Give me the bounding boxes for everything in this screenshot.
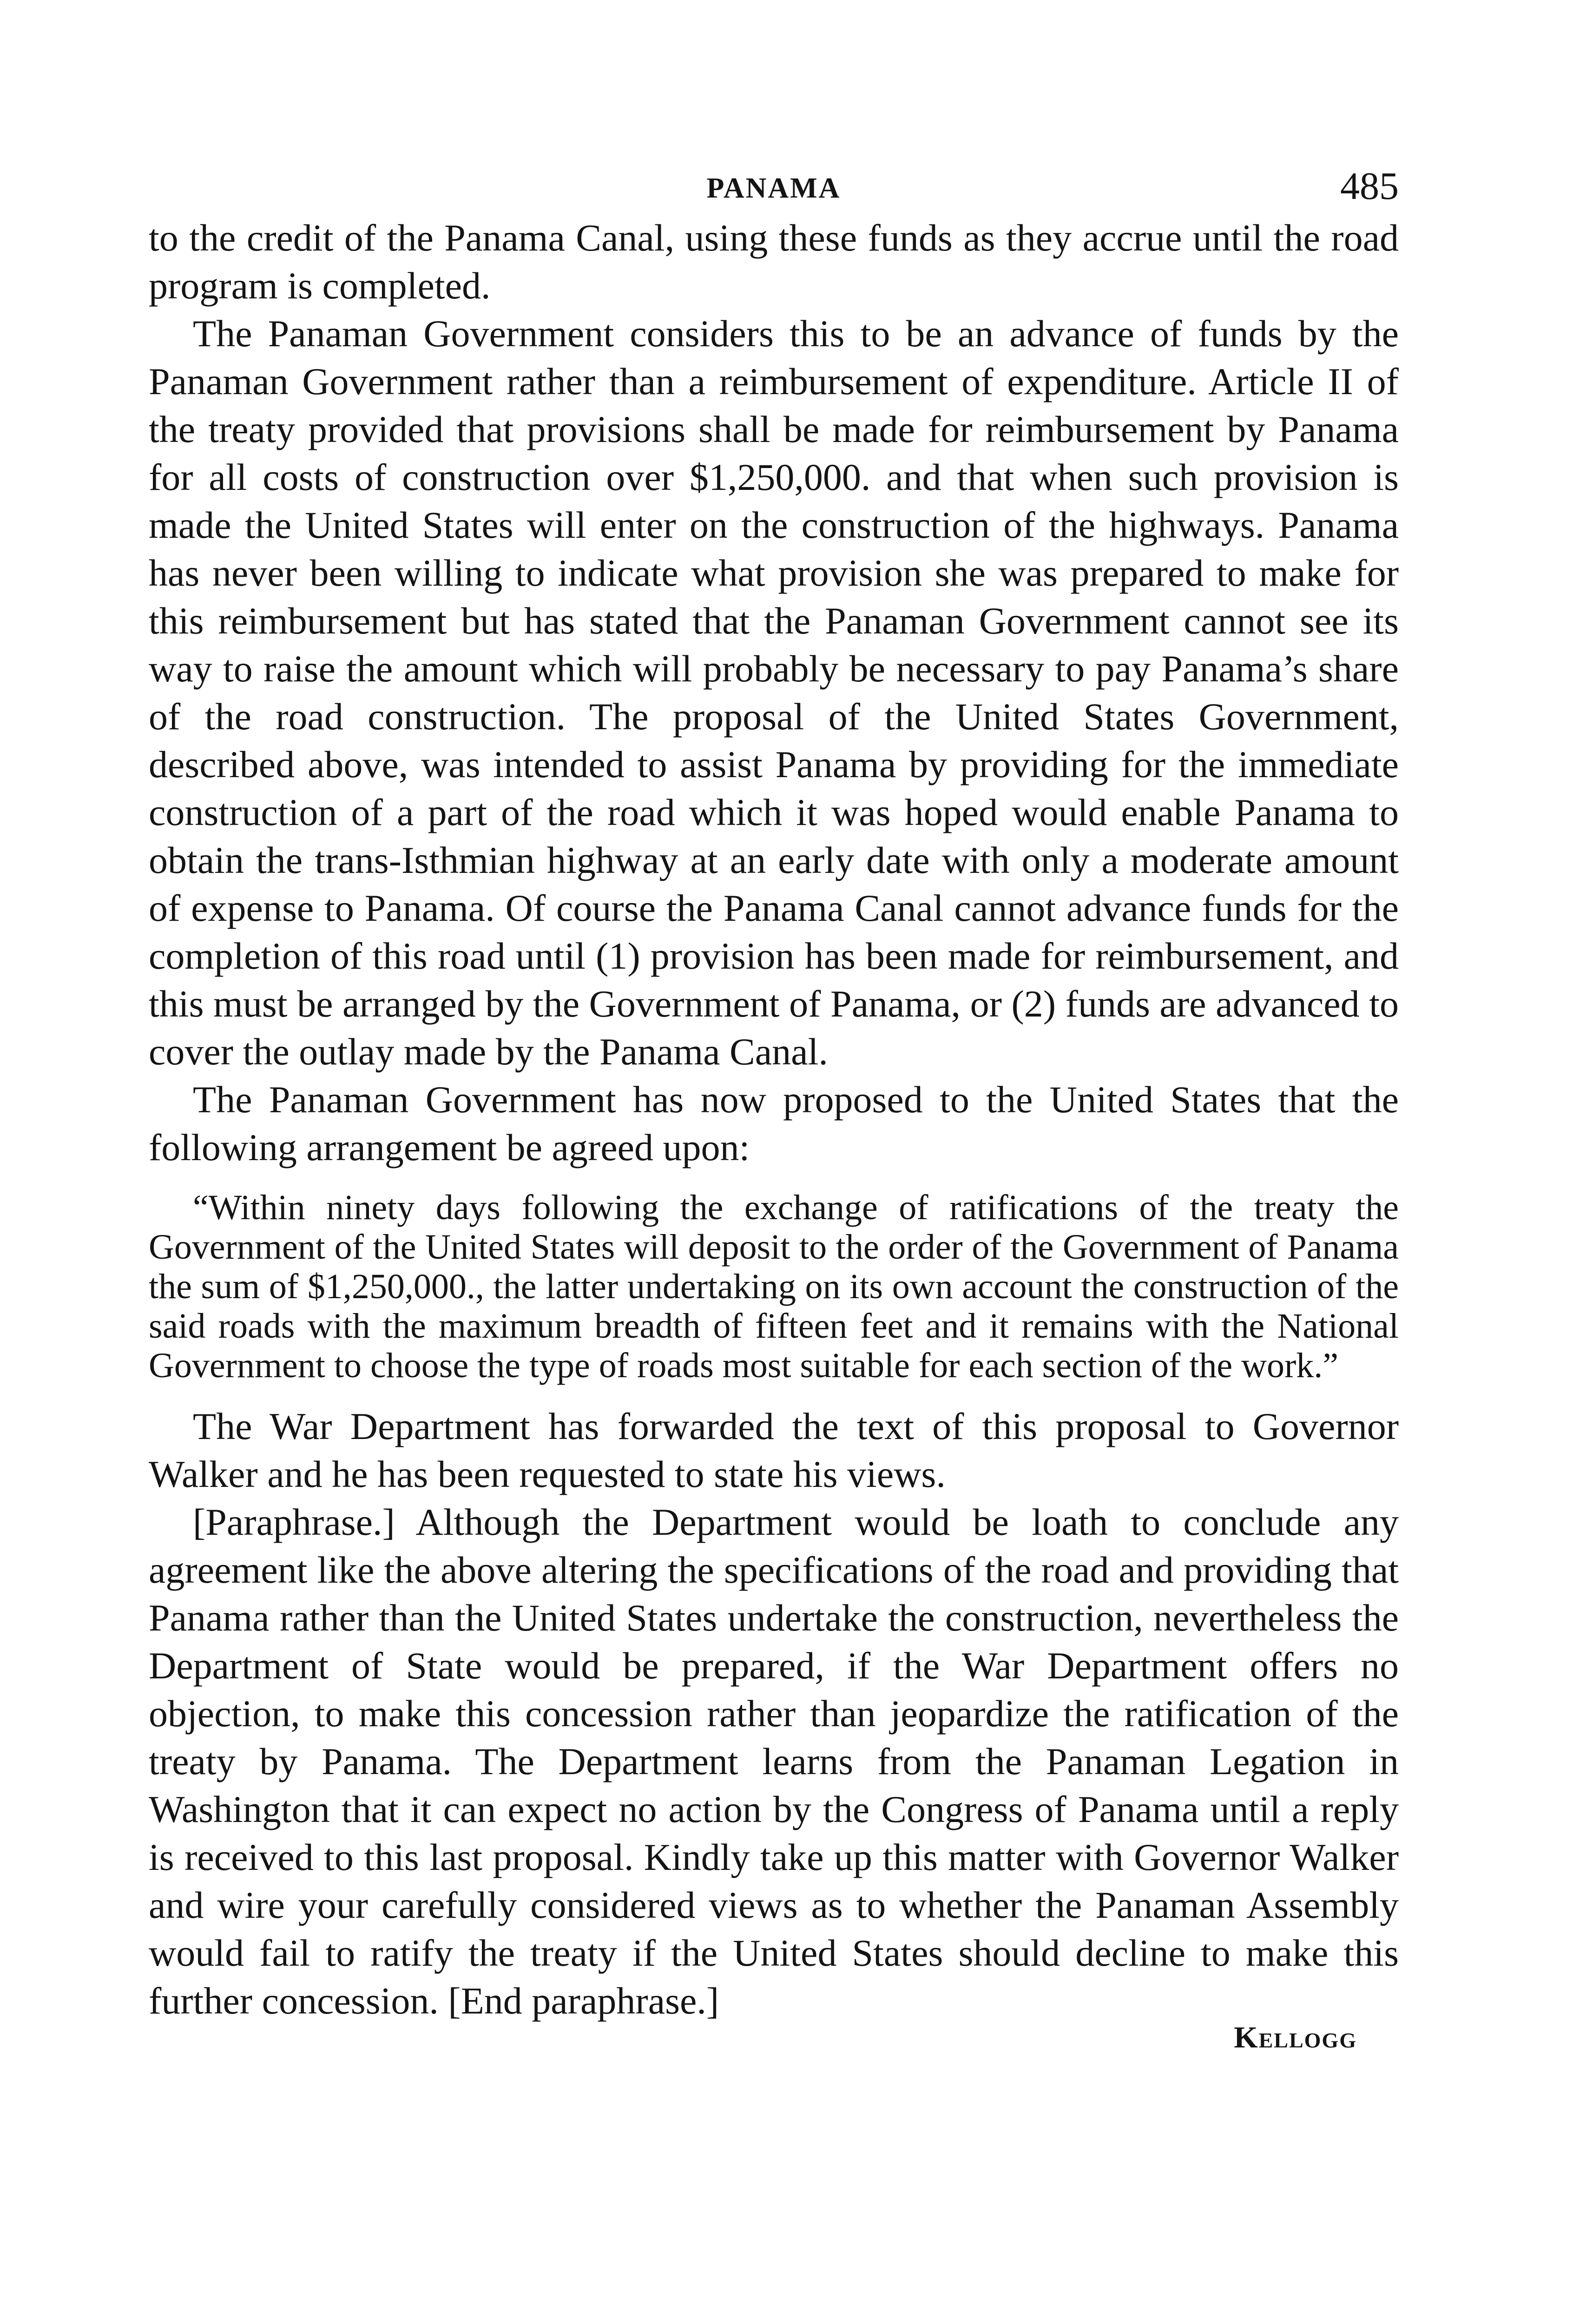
- paragraph-advance-of-funds: The Panaman Government considers this to be an advance of funds by the Panaman Government rather than a reimbursement of expenditure. Article II of the treaty provided that provisions shall be made for reimbursement by Panama for all costs of construction over $1,250,000. and that when such provision is made the United States will enter on the construction of the highways. Panama has never been willing to indicate what provision she was prepared to make for this reimbursement but has stated that the Panaman Government cannot see its way to raise the amount which will probably be necessary to pay Panama’s share of the road construction. The proposal of the United States Government, described above, was intended to assist Panama by providing for the immediate construction of a part of the road which it was hoped would enable Panama to obtain the trans-Isthmian highway at an early date with only a moderate amount of expense to Panama. Of course the Panama Canal cannot advance funds for the completion of this road until (1) provision has been made for reimbursement, and this must be arranged by the Government of Panama, or (2) funds are advanced to cover the outlay made by the Panama Canal.: [149, 312, 1399, 1073]
- paragraph-proposed-arrangement: The Panaman Government has now proposed to the United States that the following arrangement be agreed upon:: [149, 1078, 1399, 1169]
- paragraph-continuation: to the credit of the Panama Canal, using these funds as they accrue until the road program is completed.: [149, 217, 1399, 307]
- quoted-proposal: “Within ninety days following the exchange of ratifications of the treaty the Government of the United States will deposit to the order of the Government of Panama the sum of $1,250,000., the latter undertaking on its own account the construction of the said roads with the maximum breadth of fifteen feet and it remains with the National Government to choose the type of roads most suitable for each section of the work.”: [149, 1188, 1399, 1385]
- running-head-title: PANAMA: [706, 172, 841, 204]
- signature-kellogg: Kellogg: [1234, 2020, 1357, 2054]
- paragraph-war-department: The War Department has forwarded the text of this proposal to Governor Walker and he has been requested to state his views.: [149, 1405, 1399, 1495]
- running-head: [149, 167, 1399, 214]
- paragraph-paraphrase: [Paraphrase.] Although the Department would be loath to conclude any agreement like the above altering the specifications of the road and providing that Panama rather than the United States undertake the construction, nevertheless the Department of State would be prepared, if the War Department offers no objection, to make this concession rather than jeopardize the ratification of the treaty by Panama. The Department learns from the Panaman Legation in Washington that it can expect no action by the Congress of Panama until a reply is received to this last proposal. Kindly take up this matter with Governor Walker and wire your carefully considered views as to whether the Panaman Assembly would fail to ratify the treaty if the United States should decline to make this further concession. [End paraphrase.]: [149, 1501, 1399, 2022]
- page-number: 485: [1340, 165, 1399, 208]
- document-page: [149, 167, 1399, 2055]
